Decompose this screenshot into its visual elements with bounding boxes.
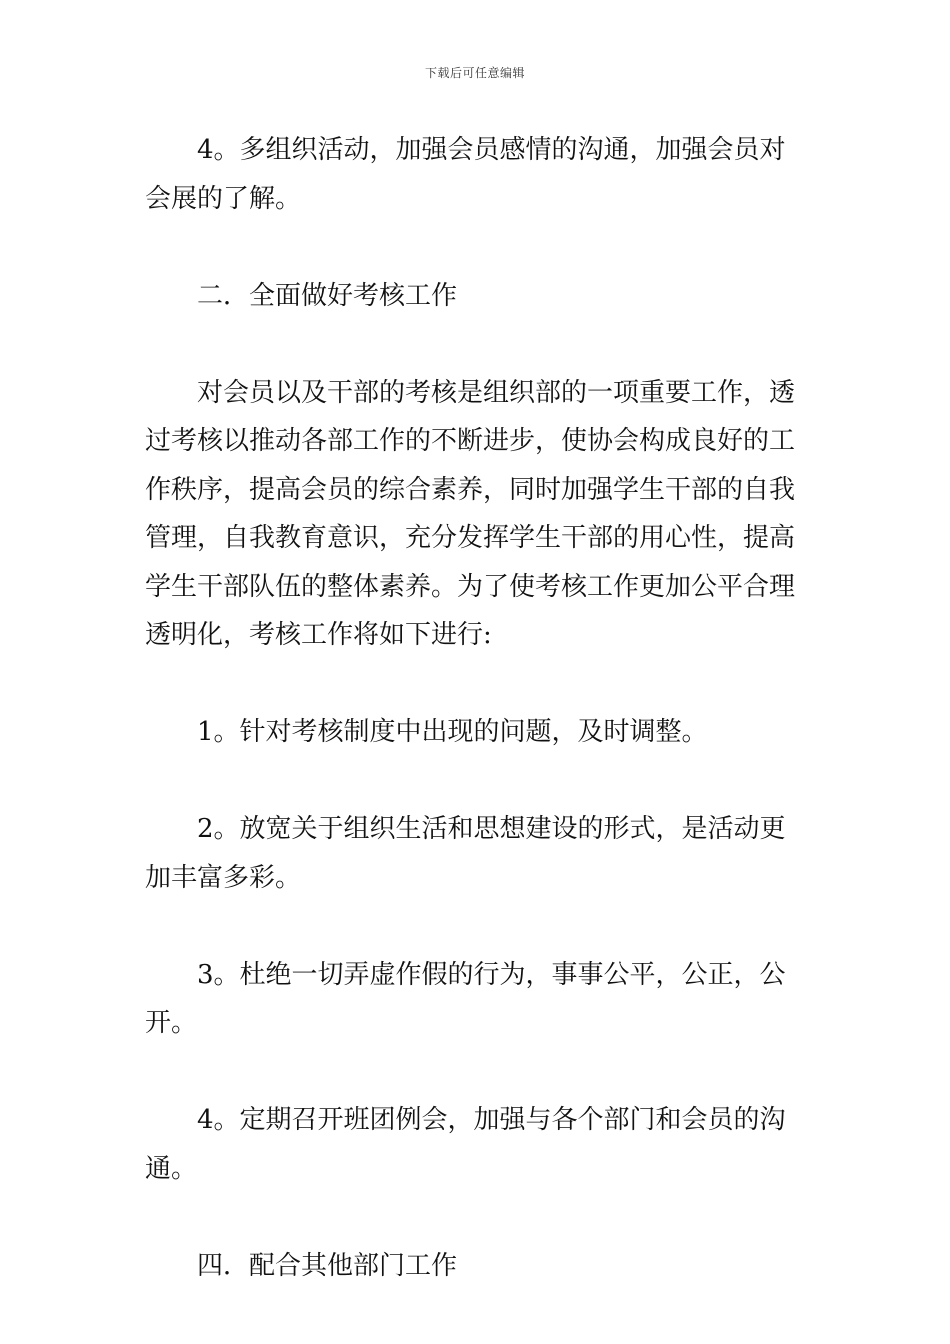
page-header: 下载后可任意编辑 (424, 66, 525, 80)
paragraph-spacer (145, 223, 810, 272)
section-heading-assessment: 二．全面做好考核工作 (197, 280, 458, 311)
document-body (145, 126, 810, 1290)
paragraph-item-2: 2。放宽关于组织生活和思想建设的形式，是活动更加丰富多彩。 (145, 814, 786, 893)
paragraph-spacer (145, 902, 810, 951)
paragraph-spacer (145, 320, 810, 369)
section-heading-cooperation: 四．配合其他部门工作 (197, 1250, 458, 1281)
paragraph-spacer (145, 1048, 810, 1097)
paragraph-item-4-activities: 4。多组织活动，加强会员感情的沟通，加强会员对会展的了解。 (145, 135, 786, 214)
paragraph-item-1: 1。针对考核制度中出现的问题，及时调整。 (197, 717, 708, 747)
paragraph-item-3: 3。杜绝一切弄虚作假的行为，事事公平，公正，公开。 (145, 959, 786, 1038)
paragraph-assessment-body: 对会员以及干部的考核是组织部的一项重要工作，透过考核以推动各部工作的不断进步，使协会构成良好的工作秩序，提高会员的综合素养，同时加强学生干部的自我管理，自我教育意识，充分发挥学生干部的用心性，提高学生干部队伍的整体素养。为了使考核工作更加公平合理透明化，考核工作将如下进行: (145, 377, 796, 650)
paragraph-spacer (145, 660, 810, 709)
paragraph-spacer (145, 757, 810, 806)
paragraph-spacer (145, 1193, 810, 1242)
paragraph-item-4-meetings: 4。定期召开班团例会，加强与各个部门和会员的沟通。 (145, 1105, 786, 1184)
